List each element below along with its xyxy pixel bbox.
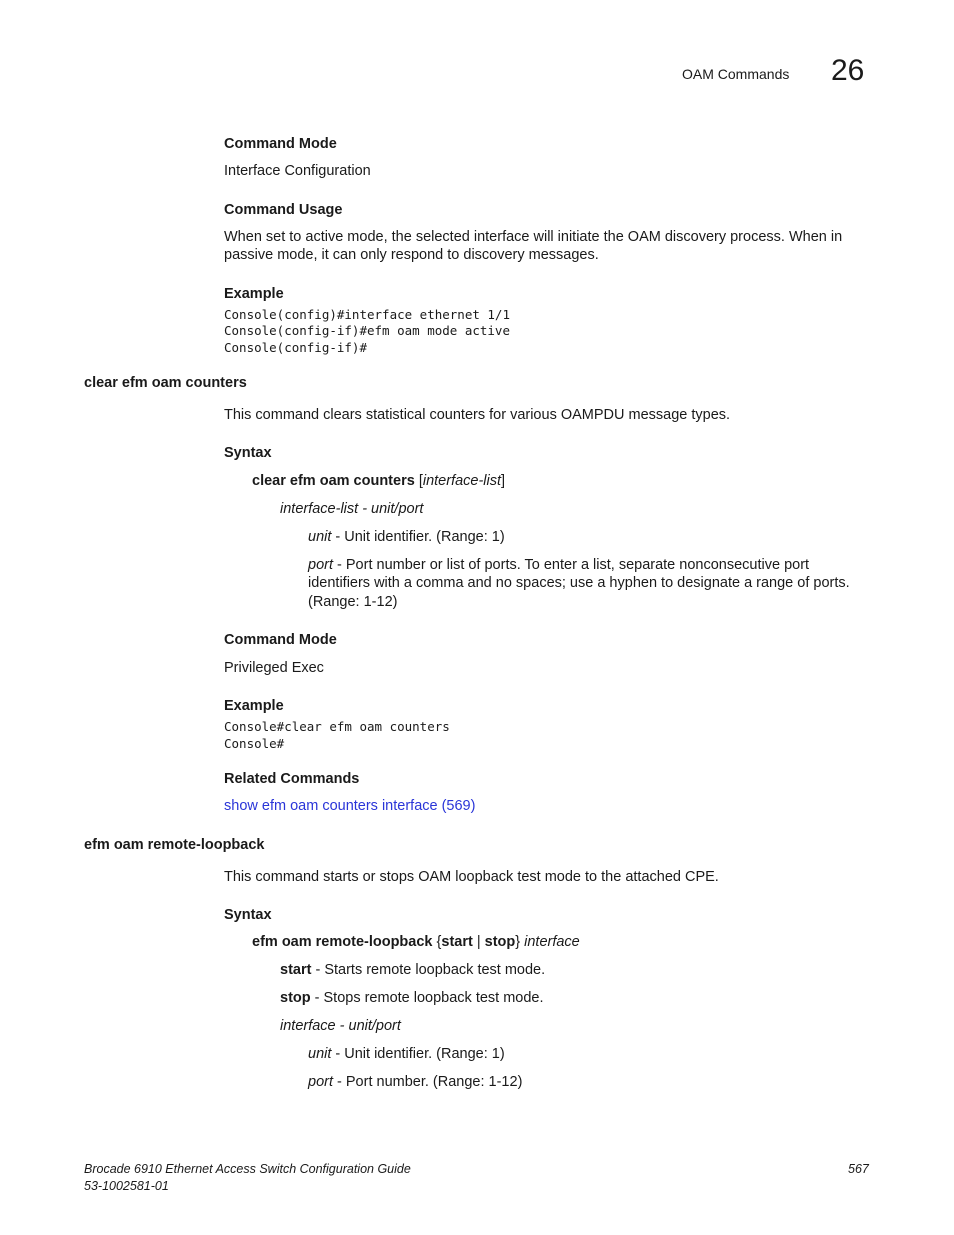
param-desc: - Unit identifier. (Range: 1) [331, 529, 505, 545]
param-interface [280, 1018, 401, 1034]
command-mode-value: Interface Configuration [224, 163, 371, 179]
command-mode-heading: Command Mode [224, 136, 337, 152]
syntax-argument: interface [524, 934, 580, 950]
syntax-keyword: start [441, 934, 473, 950]
param-desc: - Port number. (Range: 1-12) [333, 1074, 523, 1090]
param-port-desc: identifiers with a comma and no spaces; use a hyphen to designate a range of ports. [308, 575, 850, 591]
syntax-line [252, 934, 580, 950]
param-name: port [308, 557, 333, 573]
command-mode-value: Privileged Exec [224, 660, 324, 676]
param-name: stop [280, 990, 311, 1006]
syntax-argument: interface-list [422, 473, 502, 489]
command-mode-heading: Command Mode [224, 632, 337, 648]
param-name: start [280, 962, 312, 978]
param-text: interface - unit/port [280, 1018, 401, 1034]
command-description: This command clears statistical counters for various OAMPDU message types. [224, 407, 731, 423]
footer-guide-title: Brocade 6910 Ethernet Access Switch Configuration Guide [84, 1162, 411, 1176]
command-usage-line: passive mode, it can only respond to discovery messages. [224, 247, 599, 263]
param-name: unit [308, 1046, 332, 1062]
syntax-command: efm oam remote-loopback [252, 934, 433, 950]
param-unit [308, 1046, 505, 1062]
param-desc: - Port number or list of ports. To enter a list, separate nonconsecutive port [333, 557, 810, 573]
command-usage-heading: Command Usage [224, 202, 343, 218]
example-heading: Example [224, 698, 284, 714]
syntax-brace: } [515, 934, 525, 950]
param-interface-list [280, 501, 423, 517]
related-commands-heading: Related Commands [224, 771, 360, 787]
syntax-command: clear efm oam counters [252, 473, 415, 489]
related-command-link[interactable]: show efm oam counters interface (569) [224, 798, 476, 814]
footer-doc-number: 53-1002581-01 [84, 1179, 169, 1193]
syntax-bracket: [ [414, 473, 423, 489]
syntax-heading: Syntax [224, 907, 272, 923]
param-start [280, 962, 545, 978]
example-code-line: Console(config-if)#efm oam mode active [224, 323, 510, 338]
param-desc: - Unit identifier. (Range: 1) [331, 1046, 505, 1062]
syntax-pipe: | [472, 934, 485, 950]
param-desc: - Starts remote loopback test mode. [311, 962, 546, 978]
syntax-bracket: ] [501, 473, 506, 489]
syntax-line [252, 473, 505, 489]
param-port-desc: (Range: 1-12) [308, 594, 398, 610]
example-code-line: Console(config-if)# [224, 340, 367, 355]
param-port [308, 1074, 522, 1090]
syntax-brace: { [432, 934, 442, 950]
syntax-heading: Syntax [224, 445, 272, 461]
command-description: This command starts or stops OAM loopback test mode to the attached CPE. [224, 869, 719, 885]
param-stop [280, 990, 544, 1006]
param-unit [308, 529, 505, 545]
running-header-section: OAM Commands [682, 66, 790, 82]
param-desc: - Stops remote loopback test mode. [310, 990, 544, 1006]
example-heading: Example [224, 286, 284, 302]
param-name: port [308, 1074, 333, 1090]
command-title: clear efm oam counters [84, 375, 247, 391]
footer-page-number: 567 [848, 1162, 869, 1176]
example-code-line: Console# [224, 736, 285, 751]
param-name: unit [308, 529, 332, 545]
syntax-keyword: stop [484, 934, 516, 950]
example-code-line: Console(config)#interface ethernet 1/1 [224, 307, 510, 322]
chapter-number: 26 [831, 54, 865, 87]
param-text: interface-list - unit/port [280, 501, 424, 517]
param-port [308, 557, 809, 573]
command-title: efm oam remote-loopback [84, 837, 265, 853]
example-code-line: Console#clear efm oam counters [224, 719, 450, 734]
command-usage-line: When set to active mode, the selected interface will initiate the OAM discovery process. When in [224, 229, 843, 245]
